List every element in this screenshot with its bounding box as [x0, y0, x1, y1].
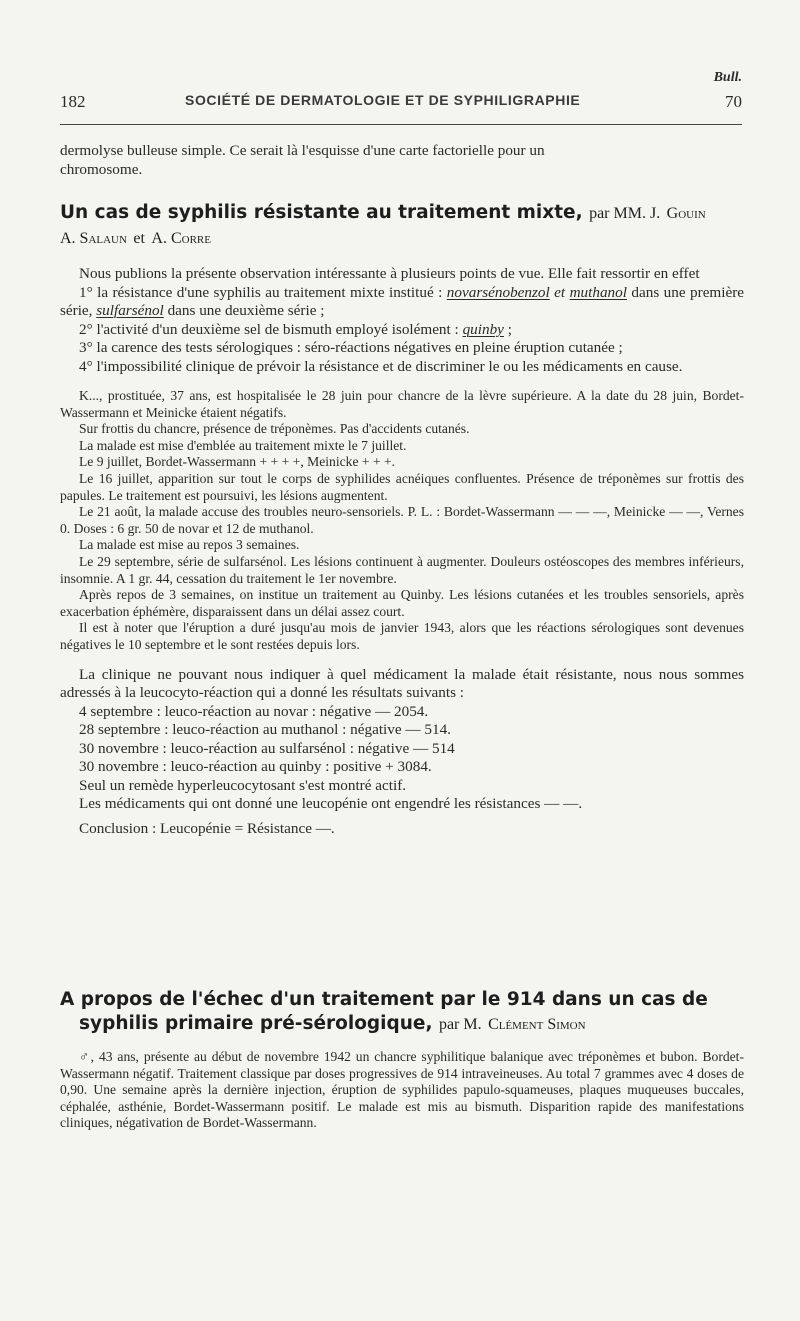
term-muthanol: muthanol: [569, 283, 627, 301]
article-1-byline: par MM. J.: [589, 205, 661, 222]
article-1: [60, 201, 744, 838]
article-1-heading: [60, 201, 744, 251]
journal-abbrev: Bull.: [713, 70, 742, 85]
result-line: 30 novembre : leuco-réaction au sulfarsénol : négative — 514: [79, 739, 455, 757]
continued-paragraph: [60, 142, 744, 179]
conclusion: Conclusion : Leucopénie = Résistance —.: [79, 819, 335, 837]
article-2-body: ♂, 43 ans, présente au début de novembre 1942 un chancre syphilitique balanique avec tréponèmes et bubon. Bordet-Wassermann négatif. Traitement classique par doses progressives de 914 intraveineuses. Au total 7 grammes avec 4 doses de 0,90. Une semaine après la dernière injection, éruption de syphilides papulo-squameuses, plaques muqueuses buccales, céphalée, asthénie, Bordet-Wassermann positif. Le malade est mis au bismuth. Disparition rapide des manifestations cliniques, négativation de Bordet-Wassermann.: [60, 1049, 744, 1131]
point-2: 2° l'activité d'un deuxième sel de bismuth employé isolément : quinby ;: [79, 320, 512, 338]
case-paragraph: Le 9 juillet, Bordet-Wassermann + + + +, Meinicke + + +.: [79, 454, 396, 470]
clinical-paragraph: La clinique ne pouvant nous indiquer à quel médicament la malade était résistante, nous nous sommes adressés à la leucocyto-réaction qui a donné les résultats suivants :: [60, 665, 744, 701]
result-line: Les médicaments qui ont donné une leucopénie ont engendré les résistances — —.: [79, 795, 583, 812]
article-1-author-1: Gouin: [666, 205, 706, 222]
term-quinby: quinby: [462, 320, 504, 338]
running-head: SOCIÉTÉ DE DERMATOLOGIE ET DE SYPHILIGRAPHIE: [185, 92, 581, 108]
article-1-title: Un cas de syphilis résistante au traitement mixte,: [60, 202, 583, 223]
article-2-author: Clément Simon: [488, 1016, 586, 1033]
intro-line-2: chromosome.: [60, 160, 143, 178]
result-line: 28 septembre : leuco-réaction au muthanol : négative — 514.: [79, 721, 451, 738]
case-paragraph: Le 21 août, la malade accuse des troubles neuro-sensoriels. P. L. : Bordet-Wassermann — — —, Meinicke — —, Vernes 0. Doses : 6 gr. 50 de novar et 12 de muthanol.: [60, 504, 744, 536]
article-1-intro: Nous publions la présente observation intéressante à plusieurs points de vue. Elle fait ressortir en effet: [79, 265, 700, 282]
case-paragraph: Le 29 septembre, série de sulfarsénol. Les lésions continuent à augmenter. Douleurs ostéoscopes des membres inférieurs, insomnie. A 1 gr. 44, cessation du traitement le 1er novembre.: [60, 553, 744, 586]
result-line: 4 septembre : leuco-réaction au novar : négative — 2054.: [79, 702, 429, 720]
result-line: Seul un remède hyperleucocytosant s'est montré actif.: [79, 776, 407, 794]
case-paragraph: Sur frottis du chancre, présence de tréponèmes. Pas d'accidents cutanés.: [79, 421, 470, 437]
case-paragraph: Après repos de 3 semaines, on institue un traitement au Quinby. Les lésions cutanées et les troubles sensoriels, après exacerbation éphémère, disparaissent dans un délai assez court.: [60, 587, 744, 619]
point-1: 1° la résistance d'une syphilis au traitement mixte institué : novarsénobenzol et muthanol dans une première série, sulfarsénol dans une deuxième série ;: [60, 283, 745, 319]
case-paragraph: La malade est mise au repos 3 semaines.: [79, 537, 300, 553]
term-sulfarsenol: sulfarsénol: [96, 302, 164, 319]
term-novarsenobenzol: novarsénobenzol: [446, 283, 550, 301]
page-number: 182: [60, 92, 86, 111]
volume-number: 70: [725, 92, 742, 111]
point-4: 4° l'impossibilité clinique de prévoir la résistance et de discriminer le ou les médicaments en cause.: [79, 357, 683, 375]
article-2-title-line-2: syphilis primaire pré-sérologique,: [79, 1013, 433, 1034]
article-2-byline: par M.: [438, 1016, 482, 1033]
article-1-and: et: [133, 230, 145, 247]
intro-line-1: dermolyse bulleuse simple. Ce serait là l'esquisse d'une carte factorielle pour un: [60, 142, 545, 159]
article-2-heading: [60, 988, 744, 1037]
point-3: 3° la carence des tests sérologiques : séro-réactions négatives en pleine éruption cutanée ;: [79, 339, 623, 356]
article-1-author-3: A. Corre: [151, 230, 211, 247]
case-paragraph: Il est à noter que l'éruption a duré jusqu'au mois de janvier 1943, alors que les réactions sérologiques sont devenues négatives le 10 septembre et le sont restées depuis lors.: [60, 620, 744, 652]
case-paragraph: K..., prostituée, 37 ans, est hospitalisée le 28 juin pour chancre de la lèvre supérieure. A la date du 28 juin, Bordet-Wassermann et Meinicke étaient négatifs.: [60, 388, 744, 420]
case-paragraph: Le 16 juillet, apparition sur tout le corps de syphilides acnéiques confluentes. Présence de tréponèmes sur frottis des papules. Le traitement est poursuivi, les lésions augmentent.: [60, 470, 744, 503]
article-2-title-line-1: A propos de l'échec d'un traitement par le 914 dans un cas de: [60, 989, 708, 1010]
header-rule: [60, 124, 742, 125]
case-paragraph: La malade est mise d'emblée au traitement mixte le 7 juillet.: [79, 437, 407, 453]
article-2: [60, 988, 744, 1132]
article-1-author-2: A. Salaun: [60, 230, 127, 247]
result-line: 30 novembre : leuco-réaction au quinby : positive + 3084.: [79, 758, 432, 775]
